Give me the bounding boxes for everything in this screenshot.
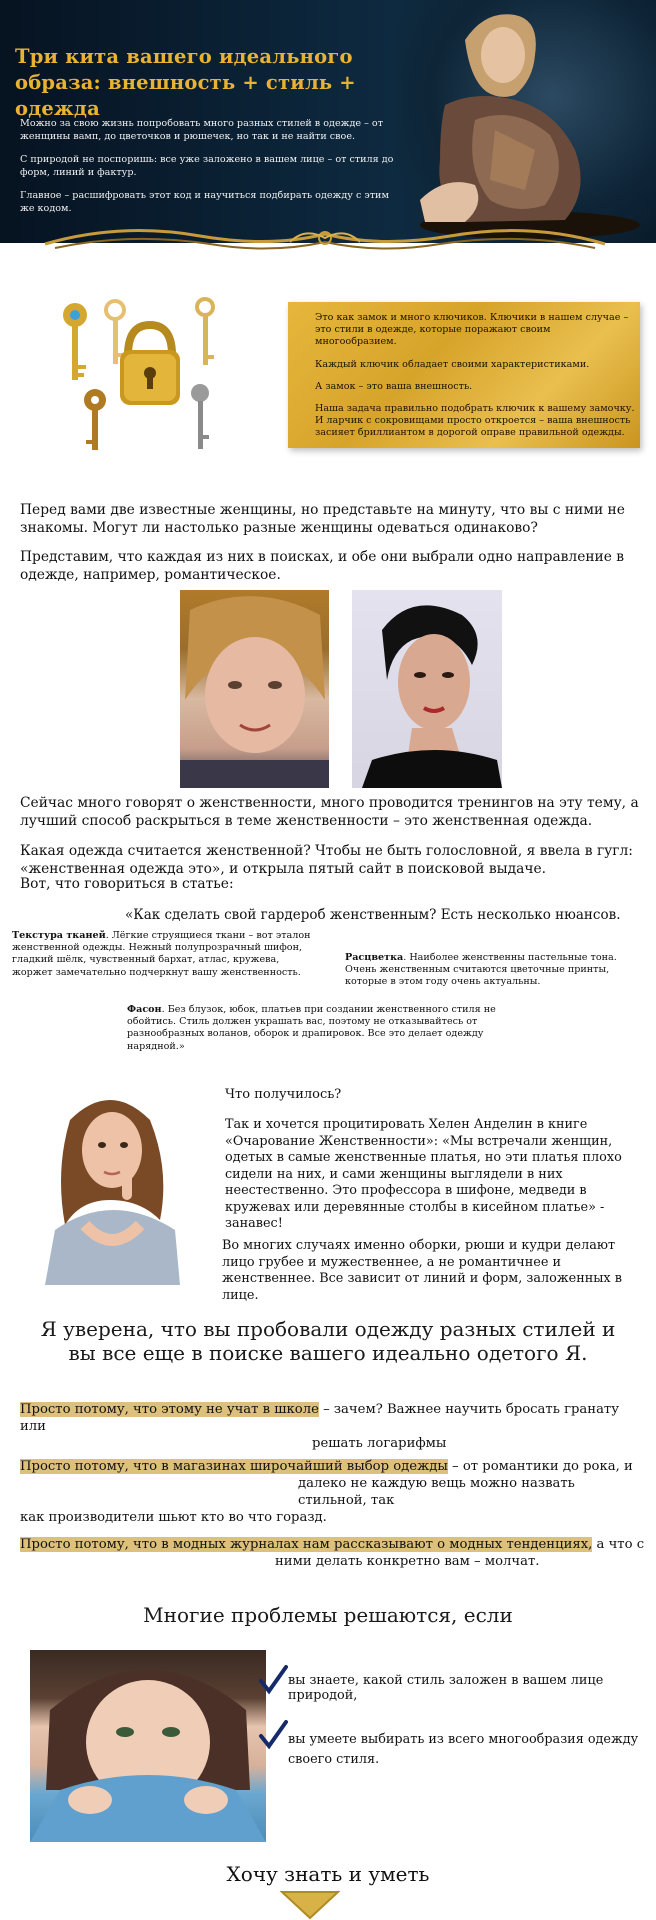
sure-line-1: Я уверена, что вы пробовали одежду разных стилей и: [40, 1317, 616, 1341]
down-arrow-icon[interactable]: [278, 1888, 342, 1920]
thinking-woman-photo: [30, 1080, 195, 1285]
keys-metaphor-box: [288, 302, 640, 448]
texture-tip: [12, 930, 322, 979]
reason-3-text-a: а что с: [592, 1537, 645, 1552]
reason-1-text-b: решать логарифмы: [312, 1436, 447, 1451]
sure-statement: [0, 1317, 656, 1365]
reason-3: [20, 1536, 645, 1570]
checkmark-icon: [258, 1665, 288, 1695]
intro-paragraph-1: Перед вами две известные женщины, но представьте на минуту, что вы с ними не знакомы. Могут ли настолько разные женщины одеваться одинаково?: [20, 502, 625, 536]
article-quote-title: «Как сделать свой гардероб женственным? Есть несколько нюансов.: [125, 907, 621, 923]
color-tip-text: . Наиболее женственны пастельные тона. Очень женственным считаются цветочные принты, которые в этом году очень актуальны.: [345, 952, 617, 988]
reason-3-text-b: ними делать конкретно вам – молчат.: [275, 1554, 540, 1569]
femininity-paragraph-2: Какая одежда считается женственной? Чтобы не быть голословной, я ввела в гугл: «женственная одежда это», и открыла пятый сайт в поисковой выдаче.: [20, 843, 633, 877]
keys-paragraph-4: Наша задача правильно подобрать ключик к вашему замочку. И ларчик с сокровищами просто откроется – ваша внешность засияет бриллиантом в дорогой оправе правильной одежды.: [315, 403, 635, 439]
cta-link[interactable]: Хочу знать и уметь: [226, 1862, 430, 1886]
sure-line-2: вы все еще в поиске вашего идеально одетого Я.: [68, 1341, 588, 1365]
color-tip: [345, 952, 635, 989]
keys-paragraph-1: Это как замок и много ключиков. Ключики в нашем случае – это стили в одежде, которые поражают своим многообразием.: [315, 312, 629, 348]
femininity-paragraph-1: Сейчас много говорят о женственности, много проводится тренингов на эту тему, а лучший способ раскрыться в теме женственности – это женственная одежда.: [20, 795, 639, 829]
problems-item-2: [288, 1730, 648, 1770]
hero-woman-image: [405, 0, 645, 243]
reason-1: [20, 1401, 640, 1452]
hero-paragraph-2: С природой не поспоришь: все уже заложено в вашем лице – от стиля до форм, линий и фактур.: [20, 154, 394, 178]
keys-paragraph-2: Каждый ключик обладает своими характеристиками.: [315, 358, 590, 370]
reason-1-highlight: Просто потому, что этому не учат в школе: [20, 1402, 319, 1417]
key-icon: [63, 303, 87, 380]
reason-2-text-c: как производители шьют кто во что горазд.: [20, 1510, 327, 1525]
reason-2-highlight: Просто потому, что в магазинах широчайший выбор одежды: [20, 1459, 448, 1474]
smiling-woman-photo: [30, 1650, 266, 1842]
padlock-icon: [120, 325, 180, 405]
checkmark-icon: [258, 1720, 288, 1750]
reason-2: [20, 1458, 645, 1526]
keys-and-lock-image: [50, 295, 225, 455]
gold-ornament: [40, 222, 610, 262]
texture-tip-text: . Лёгкие струящиеся ткани – вот эталон женственной одежды. Нежный полупрозрачный шифон, гладкий шёлк, чувственный бархат, атлас, кружева, жоржет замечательно подчеркнут вашу женственность.: [12, 930, 311, 978]
color-tip-label: Расцветка: [345, 952, 404, 963]
woman-photo-left: [180, 590, 329, 788]
woman-photo-right: [352, 590, 502, 788]
style-tip-text: . Без блузок, юбок, платьев при создании женственного стиля не обойтись. Стиль должен украшать вас, поэтому не отказывайтесь от разнообразных воланов, оборок и драпировок. Все это делает одежду нарядной.»: [127, 1004, 496, 1052]
problems-title: Многие проблемы решаются, если: [143, 1603, 513, 1627]
result-paragraph-2: Во многих случаях именно оборки, рюши и кудри делают лицо грубее и мужественнее, а не романтичнее и женственнее. Все зависит от линий и форм, заложенных в лице.: [222, 1238, 622, 1303]
problems-item-2-line-2: своего стиля.: [288, 1752, 380, 1767]
reason-2-text-a: – от романтики до рока, и: [447, 1459, 633, 1474]
reason-1-text-a: – зачем? Важнее научить бросать гранату или: [20, 1402, 619, 1434]
style-tip: [127, 1004, 497, 1053]
texture-tip-label: Текстура тканей: [12, 930, 106, 941]
femininity-paragraph-3: Вот, что говориться в статье:: [20, 876, 234, 892]
hero-banner: [0, 0, 656, 243]
keys-paragraph-3: А замок – это ваша внешность.: [315, 380, 473, 392]
hero-paragraph-1: Можно за свою жизнь попробовать много разных стилей в одежде – от женщины вамп, до цветочков и рюшечек, но так и не найти свое.: [20, 118, 384, 142]
hero-paragraph-3: Главное – расшифровать этот код и научиться подбирать одежду с этим же кодом.: [20, 190, 389, 214]
reason-2-text-b: далеко не каждую вещь можно назвать стильной, так: [298, 1476, 575, 1508]
style-tip-label: Фасон: [127, 1004, 162, 1015]
intro-paragraph-2: Представим, что каждая из них в поисках, и обе они выбрали одно направление в одежде, например, романтическое.: [20, 549, 625, 583]
problems-item-2-line-1: вы умеете выбирать из всего многообразия одежду: [288, 1732, 639, 1747]
reason-3-highlight: Просто потому, что в модных журналах нам рассказывают о модных тенденциях,: [20, 1537, 593, 1552]
result-paragraph-1: Так и хочется процитировать Хелен Анделин в книге «Очарование Женственности»: «Мы встречали женщин, одетых в самые женственные платья, но эти платья плохо сидели на них, и сами женщины выглядели в них неестественно. Это профессора в шифоне, медведи в кружевах или деревянные столбы в кисейном платье» - занавес!: [225, 1117, 622, 1231]
problems-item-1: вы знаете, какой стиль заложен в вашем лице природой,: [288, 1673, 604, 1703]
hero-title: Три кита вашего идеального образа: внешность + стиль + одежда: [15, 45, 356, 120]
result-question: Что получилось?: [225, 1087, 342, 1102]
